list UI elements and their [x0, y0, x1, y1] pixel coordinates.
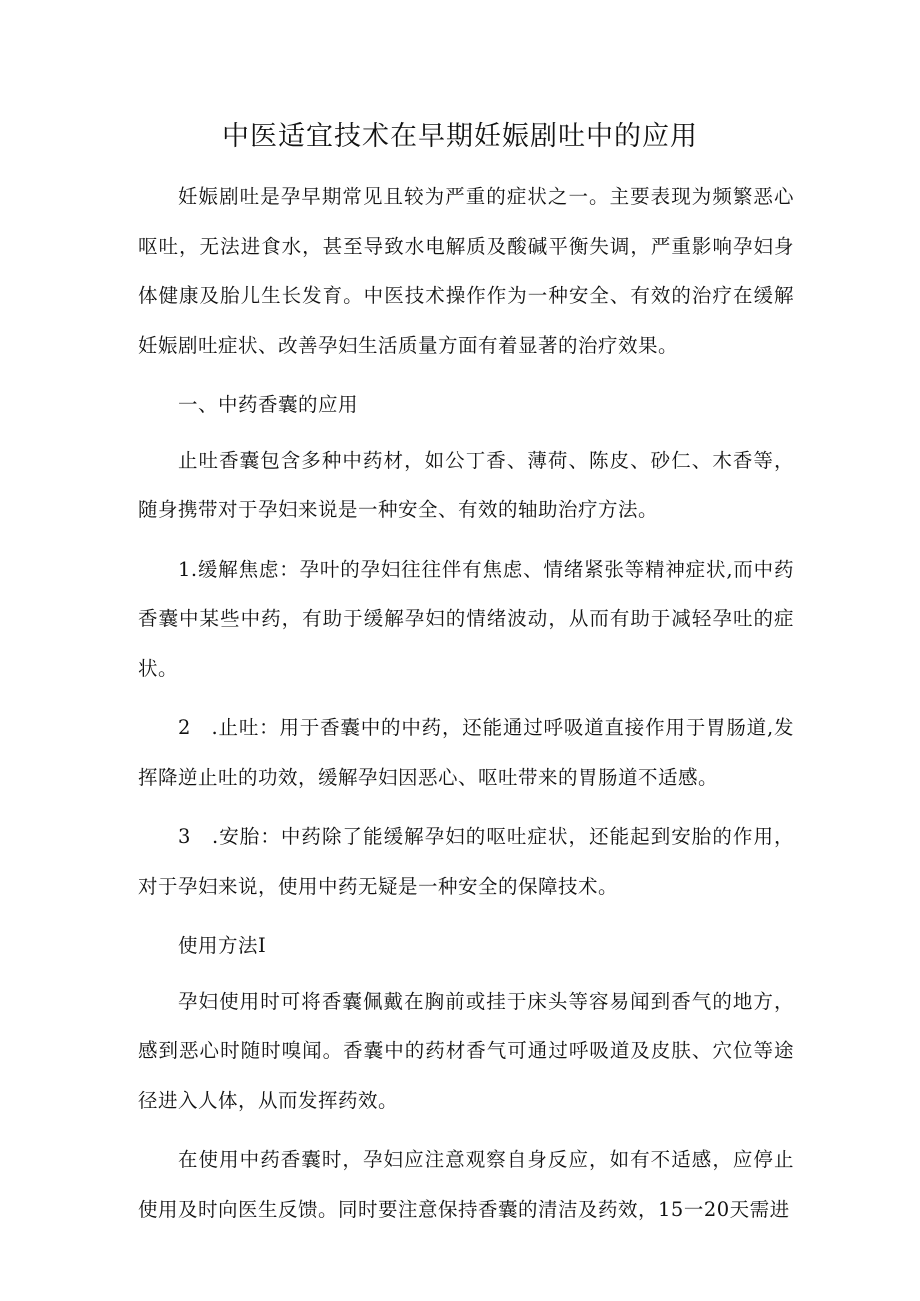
precautions-paragraph: 在使用中药香囊时，孕妇应注意观察自身反应，如有不适感，应停止使用及时向医生反馈。同时要注意保持香囊的清洁及药效，15一20天需进 [138, 1148, 794, 1221]
document-body [138, 172, 794, 1244]
benefit-relieve-anxiety-paragraph: 1.缓解焦虑：孕叶的孕妇往往伴有焦虑、情绪紧张等精神症状,而中药香囊中某些中药，有助于缓解孕妇的情绪波动，从而有助于减轻孕吐的症状。 [138, 557, 794, 680]
section-heading-herbal-sachet: 一、中药香囊的应用 [178, 393, 359, 416]
sachet-description-paragraph: 止吐香囊包含多种中药材，如公丁香、薄荷、陈皮、砂仁、木香等，随身携带对于孕妇来说是一种安全、有效的轴助治疗方法。 [138, 448, 794, 521]
document-title: 中医适宜技术在早期妊娠剧吐中的应用 [222, 121, 698, 152]
usage-method-heading: 使用方法I [178, 934, 267, 957]
benefit-stop-vomiting-paragraph: 2 .止吐：用于香囊中的中药，还能通过呼吸道直接作用于胃肠道,发挥降逆止吐的功效，缓解孕妇因恶心、呕吐带来的胃肠道不适感。 [138, 716, 794, 789]
usage-method-paragraph: 孕妇使用时可将香囊佩戴在胸前或挂于床头等容易闻到香气的地方，感到恶心时随时嗅闻。香囊中的药材香气可通过呼吸道及皮肤、穴位等途径进入人体，从而发挥药效。 [138, 989, 794, 1112]
benefit-calm-fetus-paragraph: 3 .安胎：中药除了能缓解孕妇的呕吐症状，还能起到安胎的作用，对于孕妇来说，使用中药无疑是一种安全的保障技术。 [138, 825, 794, 898]
intro-paragraph: 妊娠剧吐是孕早期常见且较为严重的症状之一。主要表现为频繁恶心呕吐，无法进食水，甚至导致水电解质及酸碱平衡失调，严重影响孕妇身体健康及胎儿生长发育。中医技术操作作为一种安全、有效的治疗在缓解妊娠剧吐症状、改善孕妇生活质量方面有着显著的治疗效果。 [138, 185, 794, 357]
